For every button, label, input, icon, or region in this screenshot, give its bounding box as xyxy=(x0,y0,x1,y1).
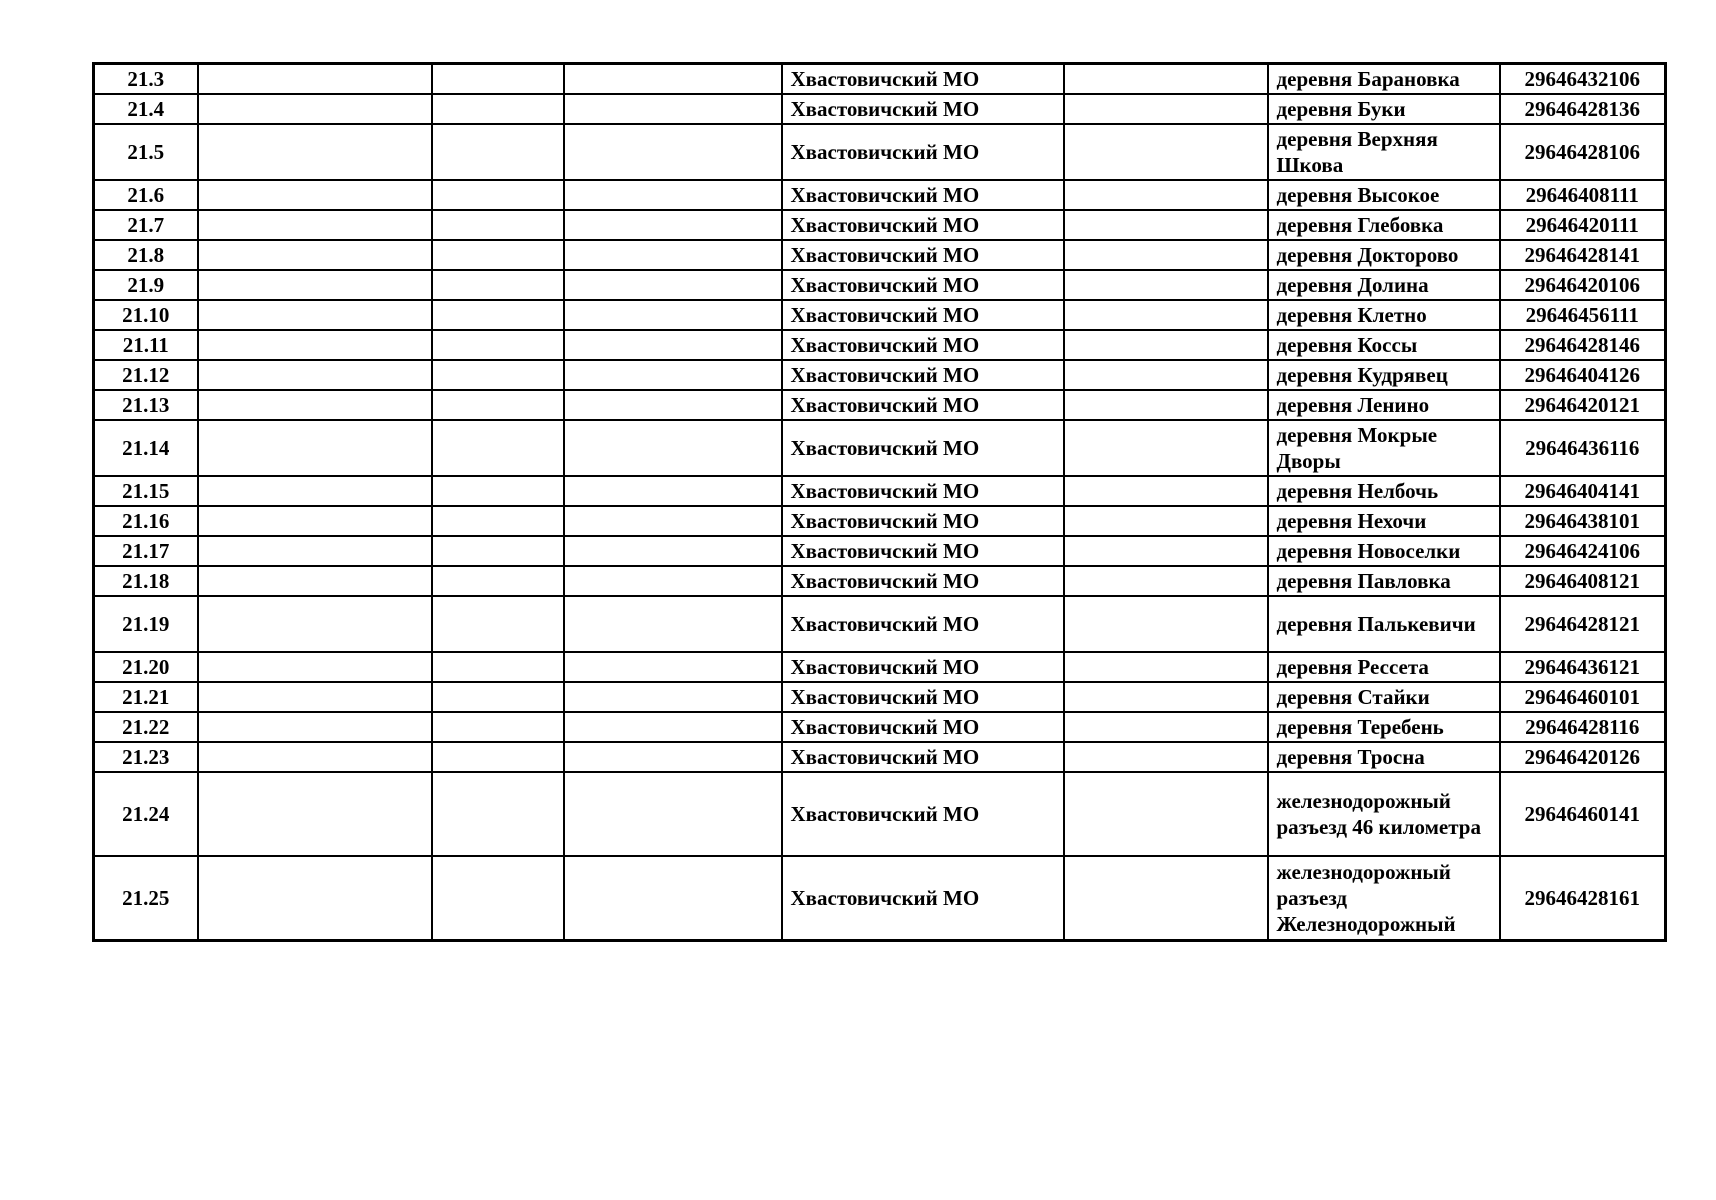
empty-cell xyxy=(432,180,564,210)
settlement-cell: деревня Рессета xyxy=(1268,652,1500,682)
empty-cell xyxy=(1064,240,1268,270)
empty-cell xyxy=(1064,742,1268,772)
settlement-cell: деревня Стайки xyxy=(1268,682,1500,712)
empty-cell xyxy=(198,64,432,95)
table-row xyxy=(94,652,1666,682)
empty-cell xyxy=(198,420,432,476)
empty-cell xyxy=(432,652,564,682)
row-number-cell: 21.9 xyxy=(94,270,198,300)
municipality-cell: Хвастовичский МО xyxy=(782,390,1064,420)
empty-cell xyxy=(564,94,782,124)
municipality-cell: Хвастовичский МО xyxy=(782,360,1064,390)
oktmo-code-cell: 29646424106 xyxy=(1500,536,1666,566)
empty-cell xyxy=(1064,566,1268,596)
table-row xyxy=(94,64,1666,95)
municipality-cell: Хвастовичский МО xyxy=(782,330,1064,360)
municipality-cell: Хвастовичский МО xyxy=(782,270,1064,300)
table-row xyxy=(94,506,1666,536)
empty-cell xyxy=(198,240,432,270)
empty-cell xyxy=(1064,420,1268,476)
oktmo-code-cell: 29646456111 xyxy=(1500,300,1666,330)
empty-cell xyxy=(198,506,432,536)
settlement-cell: деревня Высокое xyxy=(1268,180,1500,210)
oktmo-code-cell: 29646428161 xyxy=(1500,856,1666,941)
row-number-cell: 21.24 xyxy=(94,772,198,856)
municipality-cell: Хвастовичский МО xyxy=(782,180,1064,210)
empty-cell xyxy=(564,536,782,566)
empty-cell xyxy=(198,124,432,180)
empty-cell xyxy=(564,240,782,270)
table-row xyxy=(94,712,1666,742)
row-number-cell: 21.19 xyxy=(94,596,198,652)
empty-cell xyxy=(1064,476,1268,506)
empty-cell xyxy=(432,124,564,180)
settlement-cell: деревня Тросна xyxy=(1268,742,1500,772)
empty-cell xyxy=(1064,210,1268,240)
table-row xyxy=(94,390,1666,420)
empty-cell xyxy=(1064,124,1268,180)
empty-cell xyxy=(198,330,432,360)
municipality-cell: Хвастовичский МО xyxy=(782,682,1064,712)
row-number-cell: 21.5 xyxy=(94,124,198,180)
settlement-cell: деревня Теребень xyxy=(1268,712,1500,742)
row-number-cell: 21.13 xyxy=(94,390,198,420)
row-number-cell: 21.18 xyxy=(94,566,198,596)
municipality-cell: Хвастовичский МО xyxy=(782,300,1064,330)
empty-cell xyxy=(564,360,782,390)
empty-cell xyxy=(1064,596,1268,652)
oktmo-code-cell: 29646460101 xyxy=(1500,682,1666,712)
empty-cell xyxy=(1064,330,1268,360)
empty-cell xyxy=(432,360,564,390)
empty-cell xyxy=(1064,64,1268,95)
empty-cell xyxy=(198,712,432,742)
oktmo-code-cell: 29646428116 xyxy=(1500,712,1666,742)
table-body xyxy=(94,64,1666,941)
empty-cell xyxy=(564,64,782,95)
empty-cell xyxy=(432,596,564,652)
oktmo-code-cell: 29646436121 xyxy=(1500,652,1666,682)
oktmo-code-cell: 29646436116 xyxy=(1500,420,1666,476)
settlement-cell: деревня Нехочи xyxy=(1268,506,1500,536)
row-number-cell: 21.20 xyxy=(94,652,198,682)
table-row xyxy=(94,856,1666,941)
municipality-cell: Хвастовичский МО xyxy=(782,742,1064,772)
municipality-cell: Хвастовичский МО xyxy=(782,64,1064,95)
table-row xyxy=(94,210,1666,240)
empty-cell xyxy=(198,476,432,506)
empty-cell xyxy=(198,772,432,856)
municipality-cell: Хвастовичский МО xyxy=(782,772,1064,856)
empty-cell xyxy=(564,210,782,240)
municipality-cell: Хвастовичский МО xyxy=(782,712,1064,742)
row-number-cell: 21.22 xyxy=(94,712,198,742)
row-number-cell: 21.25 xyxy=(94,856,198,941)
settlement-cell: деревня Коссы xyxy=(1268,330,1500,360)
row-number-cell: 21.15 xyxy=(94,476,198,506)
empty-cell xyxy=(564,652,782,682)
empty-cell xyxy=(432,682,564,712)
row-number-cell: 21.6 xyxy=(94,180,198,210)
empty-cell xyxy=(198,270,432,300)
empty-cell xyxy=(432,772,564,856)
empty-cell xyxy=(1064,94,1268,124)
settlement-cell: железнодорожный разъезд Железнодорожный xyxy=(1268,856,1500,941)
empty-cell xyxy=(1064,390,1268,420)
settlement-cell: деревня Павловка xyxy=(1268,566,1500,596)
empty-cell xyxy=(1064,300,1268,330)
document-page xyxy=(92,62,1664,942)
settlement-cell: железнодорожный разъезд 46 километра xyxy=(1268,772,1500,856)
oktmo-code-cell: 29646404126 xyxy=(1500,360,1666,390)
settlement-cell: деревня Палькевичи xyxy=(1268,596,1500,652)
empty-cell xyxy=(1064,270,1268,300)
empty-cell xyxy=(198,566,432,596)
empty-cell xyxy=(564,420,782,476)
empty-cell xyxy=(1064,772,1268,856)
empty-cell xyxy=(1064,536,1268,566)
empty-cell xyxy=(564,300,782,330)
empty-cell xyxy=(198,300,432,330)
oktmo-code-cell: 29646420106 xyxy=(1500,270,1666,300)
empty-cell xyxy=(432,712,564,742)
empty-cell xyxy=(432,536,564,566)
empty-cell xyxy=(564,390,782,420)
row-number-cell: 21.14 xyxy=(94,420,198,476)
table-row xyxy=(94,536,1666,566)
table-row xyxy=(94,772,1666,856)
empty-cell xyxy=(432,506,564,536)
settlement-cell: деревня Верхняя Шкова xyxy=(1268,124,1500,180)
empty-cell xyxy=(1064,506,1268,536)
empty-cell xyxy=(432,420,564,476)
oktmo-code-cell: 29646404141 xyxy=(1500,476,1666,506)
oktmo-code-cell: 29646438101 xyxy=(1500,506,1666,536)
table-row xyxy=(94,270,1666,300)
row-number-cell: 21.11 xyxy=(94,330,198,360)
settlement-cell: деревня Кудрявец xyxy=(1268,360,1500,390)
empty-cell xyxy=(564,180,782,210)
empty-cell xyxy=(432,64,564,95)
municipality-cell: Хвастовичский МО xyxy=(782,210,1064,240)
row-number-cell: 21.23 xyxy=(94,742,198,772)
empty-cell xyxy=(564,124,782,180)
oktmo-code-cell: 29646428136 xyxy=(1500,94,1666,124)
municipality-cell: Хвастовичский МО xyxy=(782,506,1064,536)
empty-cell xyxy=(564,856,782,941)
empty-cell xyxy=(432,94,564,124)
table-row xyxy=(94,566,1666,596)
empty-cell xyxy=(564,772,782,856)
table-row xyxy=(94,420,1666,476)
settlement-cell: деревня Мокрые Дворы xyxy=(1268,420,1500,476)
settlement-cell: деревня Глебовка xyxy=(1268,210,1500,240)
row-number-cell: 21.16 xyxy=(94,506,198,536)
row-number-cell: 21.3 xyxy=(94,64,198,95)
empty-cell xyxy=(432,300,564,330)
table-row xyxy=(94,360,1666,390)
empty-cell xyxy=(1064,682,1268,712)
empty-cell xyxy=(564,712,782,742)
empty-cell xyxy=(432,856,564,941)
empty-cell xyxy=(432,270,564,300)
oktmo-code-cell: 29646428121 xyxy=(1500,596,1666,652)
table-row xyxy=(94,682,1666,712)
empty-cell xyxy=(198,360,432,390)
settlement-cell: деревня Докторово xyxy=(1268,240,1500,270)
settlement-cell: деревня Ленино xyxy=(1268,390,1500,420)
table-row xyxy=(94,596,1666,652)
empty-cell xyxy=(432,390,564,420)
municipality-cell: Хвастовичский МО xyxy=(782,94,1064,124)
settlement-cell: деревня Клетно xyxy=(1268,300,1500,330)
settlement-cell: деревня Буки xyxy=(1268,94,1500,124)
table-row xyxy=(94,180,1666,210)
empty-cell xyxy=(1064,360,1268,390)
empty-cell xyxy=(198,210,432,240)
oktmo-code-cell: 29646428141 xyxy=(1500,240,1666,270)
oktmo-code-cell: 29646432106 xyxy=(1500,64,1666,95)
table-row xyxy=(94,94,1666,124)
table-row xyxy=(94,330,1666,360)
row-number-cell: 21.8 xyxy=(94,240,198,270)
municipality-cell: Хвастовичский МО xyxy=(782,240,1064,270)
row-number-cell: 21.21 xyxy=(94,682,198,712)
municipality-cell: Хвастовичский МО xyxy=(782,596,1064,652)
empty-cell xyxy=(198,596,432,652)
oktmo-code-cell: 29646420126 xyxy=(1500,742,1666,772)
municipality-cell: Хвастовичский МО xyxy=(782,856,1064,941)
empty-cell xyxy=(198,856,432,941)
table-row xyxy=(94,300,1666,330)
empty-cell xyxy=(564,742,782,772)
empty-cell xyxy=(432,240,564,270)
empty-cell xyxy=(564,330,782,360)
empty-cell xyxy=(432,742,564,772)
empty-cell xyxy=(198,536,432,566)
empty-cell xyxy=(198,652,432,682)
table-row xyxy=(94,124,1666,180)
municipality-cell: Хвастовичский МО xyxy=(782,420,1064,476)
empty-cell xyxy=(564,682,782,712)
table-row xyxy=(94,742,1666,772)
table-row xyxy=(94,240,1666,270)
empty-cell xyxy=(198,742,432,772)
empty-cell xyxy=(432,330,564,360)
municipality-cell: Хвастовичский МО xyxy=(782,536,1064,566)
empty-cell xyxy=(1064,856,1268,941)
empty-cell xyxy=(432,476,564,506)
empty-cell xyxy=(564,476,782,506)
empty-cell xyxy=(1064,180,1268,210)
municipality-cell: Хвастовичский МО xyxy=(782,124,1064,180)
empty-cell xyxy=(1064,712,1268,742)
empty-cell xyxy=(564,270,782,300)
oktmo-code-cell: 29646420121 xyxy=(1500,390,1666,420)
settlements-table xyxy=(92,62,1667,942)
settlement-cell: деревня Новоселки xyxy=(1268,536,1500,566)
settlement-cell: деревня Долина xyxy=(1268,270,1500,300)
row-number-cell: 21.4 xyxy=(94,94,198,124)
empty-cell xyxy=(564,506,782,536)
municipality-cell: Хвастовичский МО xyxy=(782,566,1064,596)
empty-cell xyxy=(198,682,432,712)
row-number-cell: 21.17 xyxy=(94,536,198,566)
municipality-cell: Хвастовичский МО xyxy=(782,476,1064,506)
row-number-cell: 21.10 xyxy=(94,300,198,330)
settlement-cell: деревня Барановка xyxy=(1268,64,1500,95)
oktmo-code-cell: 29646408121 xyxy=(1500,566,1666,596)
oktmo-code-cell: 29646428106 xyxy=(1500,124,1666,180)
oktmo-code-cell: 29646408111 xyxy=(1500,180,1666,210)
row-number-cell: 21.7 xyxy=(94,210,198,240)
row-number-cell: 21.12 xyxy=(94,360,198,390)
oktmo-code-cell: 29646420111 xyxy=(1500,210,1666,240)
empty-cell xyxy=(564,566,782,596)
oktmo-code-cell: 29646428146 xyxy=(1500,330,1666,360)
empty-cell xyxy=(1064,652,1268,682)
empty-cell xyxy=(198,94,432,124)
empty-cell xyxy=(564,596,782,652)
table-row xyxy=(94,476,1666,506)
municipality-cell: Хвастовичский МО xyxy=(782,652,1064,682)
empty-cell xyxy=(198,180,432,210)
empty-cell xyxy=(198,390,432,420)
oktmo-code-cell: 29646460141 xyxy=(1500,772,1666,856)
empty-cell xyxy=(432,210,564,240)
empty-cell xyxy=(432,566,564,596)
settlement-cell: деревня Нелбочь xyxy=(1268,476,1500,506)
